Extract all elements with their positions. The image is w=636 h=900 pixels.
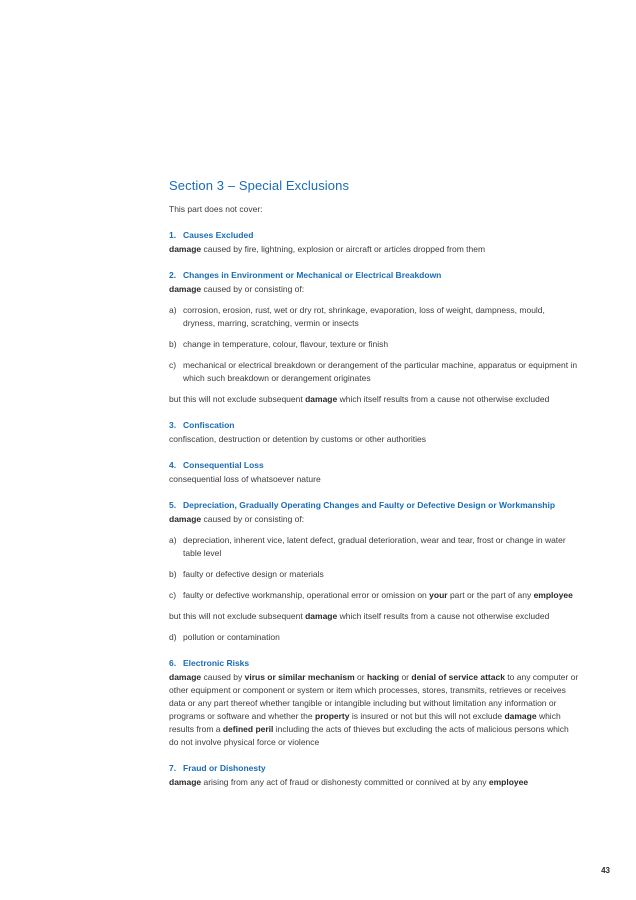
paragraph [169,283,579,296]
page-title: Section 3 – Special Exclusions [169,178,350,193]
paragraph [169,433,579,446]
section-heading-text: Consequential Loss [183,460,264,470]
section-heading [169,657,579,670]
paragraph-text: corrosion, erosion, rust, wet or dry rot, shrinkage, evaporation, loss of weight, dampness, mould, dryness, marring, scratching, vermin or insects [183,305,545,328]
section-heading-text: Electronic Risks [183,658,250,668]
section-heading [169,269,579,282]
list-marker: a) [169,305,177,315]
document-content [169,178,579,789]
list-item [169,568,579,581]
exclusion-section [169,419,579,446]
paragraph [169,671,579,749]
paragraph [169,243,579,256]
exclusion-section [169,229,579,256]
paragraph-text: faulty or defective workmanship, operational error or omission on your part or the part of any employee [183,590,573,600]
list-item [169,534,579,560]
list-item [169,304,579,330]
paragraph [169,473,579,486]
exclusion-section [169,269,579,406]
section-heading [169,229,579,242]
sections-container [169,229,579,789]
exclusion-section [169,499,579,644]
list-marker: c) [169,360,177,370]
paragraph-text: pollution or contamination [183,632,280,642]
section-number: 4. [169,460,177,470]
section-heading-text: Changes in Environment or Mechanical or Electrical Breakdown [183,270,442,280]
intro-text: This part does not cover: [169,204,263,214]
page-number: 43 [601,866,610,875]
paragraph-text: damage caused by or consisting of: [169,514,305,524]
exclusion-section [169,762,579,789]
paragraph-text: mechanical or electrical breakdown or derangement of the particular machine, apparatus or equipment in which such breakdown or derangement originates [183,360,578,383]
list-item [169,338,579,351]
list-item [169,589,579,602]
section-heading-text: Confiscation [183,420,235,430]
section-number: 3. [169,420,177,430]
paragraph-text: faulty or defective design or materials [183,569,324,579]
section-heading-text: Fraud or Dishonesty [183,763,266,773]
section-number: 5. [169,500,177,510]
paragraph-text: damage caused by fire, lightning, explosion or aircraft or articles dropped from them [169,244,486,254]
list-item [169,631,579,644]
section-heading-text: Causes Excluded [183,230,254,240]
list-marker: d) [169,632,177,642]
list-item [169,359,579,385]
section-heading-text: Depreciation, Gradually Operating Changes and Faulty or Defective Design or Workmanship [183,500,556,510]
exclusion-section [169,657,579,749]
section-heading [169,419,579,432]
paragraph [169,513,579,526]
paragraph-text: damage caused by or consisting of: [169,284,305,294]
section-heading [169,762,579,775]
paragraph [169,393,579,406]
section-number: 2. [169,270,177,280]
paragraph [169,610,579,623]
paragraph-text: damage caused by virus or similar mechanism or hacking or denial of service attack to any computer or other equipment or component or system or item which processes, stores, transmits, retrieves or receives data or any part thereof whether tangible or intangible including but without limitation any information or programs or software and whether the property is insured or not but this will not exclude damage which results from a defined peril including the acts of thieves but excluding the acts of malicious persons which do not involve physical force or violence [169,672,579,747]
section-number: 6. [169,658,177,668]
section-number: 1. [169,230,177,240]
section-heading [169,459,579,472]
paragraph-text: confiscation, destruction or detention by customs or other authorities [169,434,427,444]
paragraph-text: depreciation, inherent vice, latent defect, gradual deterioration, wear and tear, frost or change in water table level [183,535,566,558]
section-heading [169,499,579,512]
list-marker: b) [169,339,177,349]
paragraph-text: consequential loss of whatsoever nature [169,474,321,484]
paragraph [169,776,579,789]
paragraph-text: change in temperature, colour, flavour, texture or finish [183,339,389,349]
paragraph-text: but this will not exclude subsequent damage which itself results from a cause not otherwise excluded [169,611,550,621]
paragraph-text: but this will not exclude subsequent damage which itself results from a cause not otherwise excluded [169,394,550,404]
section-number: 7. [169,763,177,773]
exclusion-section [169,459,579,486]
paragraph-text: damage arising from any act of fraud or dishonesty committed or connived at by any employee [169,777,529,787]
list-marker: c) [169,590,177,600]
list-marker: b) [169,569,177,579]
list-marker: a) [169,535,177,545]
